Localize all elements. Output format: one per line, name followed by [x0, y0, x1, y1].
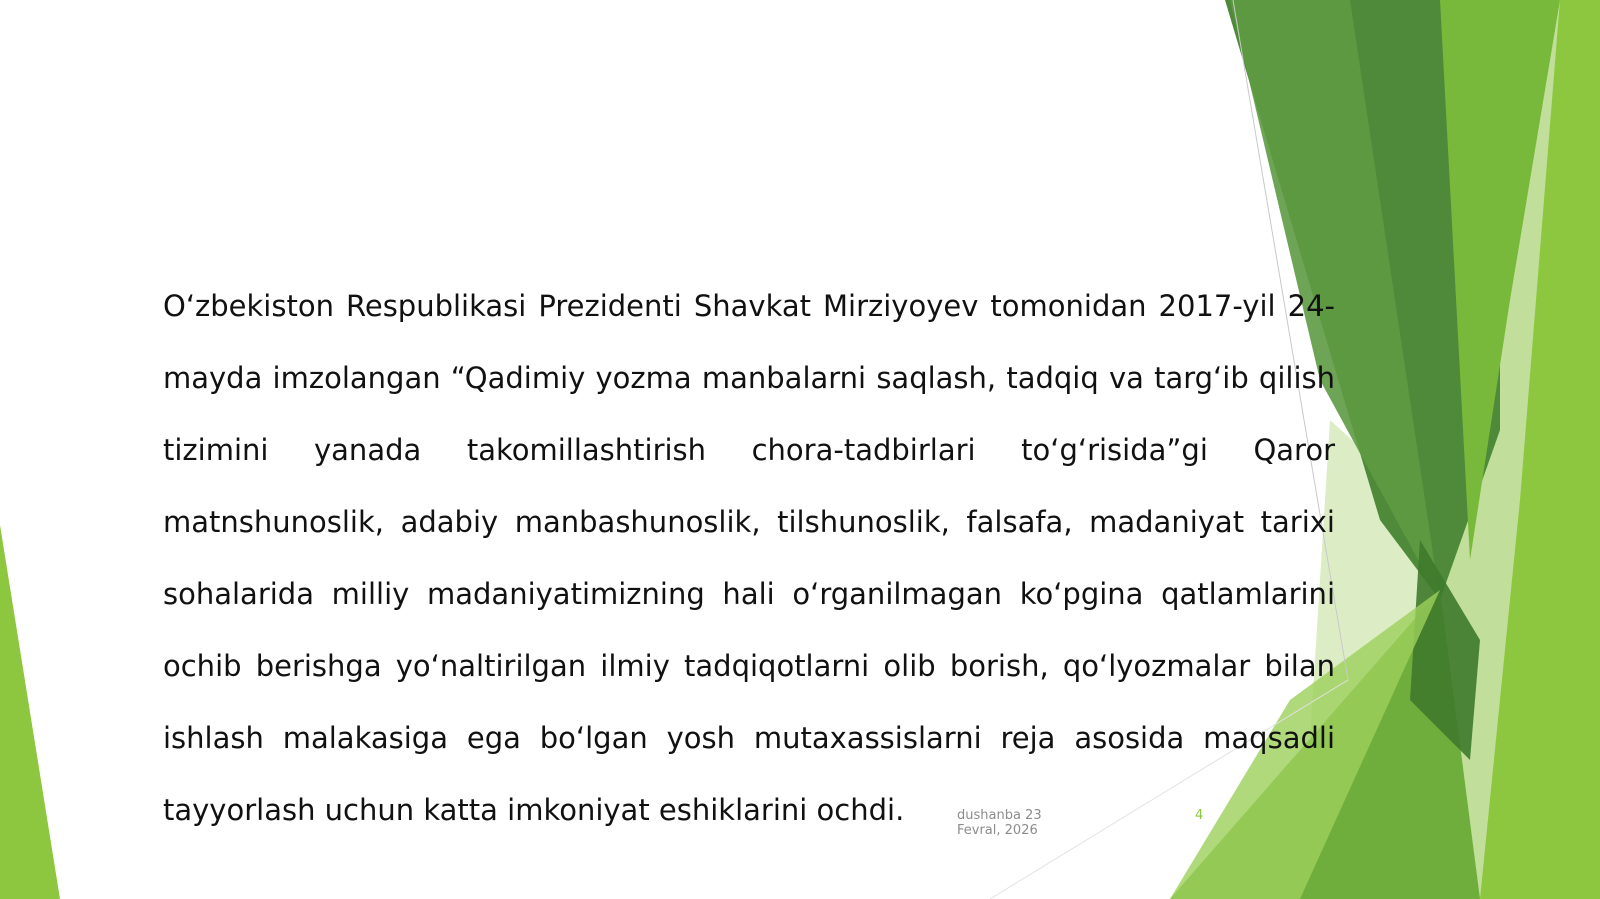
slide-number: 4: [1195, 808, 1204, 823]
left-green-facet: [0, 525, 60, 899]
body-text: O‘zbekiston Respublikasi Prezidenti Shavkat Mirziyoyev tomonidan 2017-yil 24-mayda imzolangan “Qadimiy yozma manbalarni saqlash, tadqiq va targ‘ib qilish tizimini yanada takomillashtirish chora-tadbirlari to‘g‘risida”gi Qaror matnshunoslik, adabiy manbashunoslik, tilshunoslik, falsafa, madaniyat tarixi sohalarida milliy madaniyatimizning hali o‘rganilmagan ko‘pgina qatlamlarini ochib berishga yo‘naltirilgan ilmiy tadqiqotlarni olib borish, qo‘lyozmalar bilan ishlash malakasiga ega bo‘lgan yosh mutaxassislarni reja asosida maqsadli tayyorlash uchun katta imkoniyat eshiklarini ochdi.: [163, 289, 1335, 827]
footer-date: dushanba 23 Fevral, 2026: [957, 808, 1042, 838]
